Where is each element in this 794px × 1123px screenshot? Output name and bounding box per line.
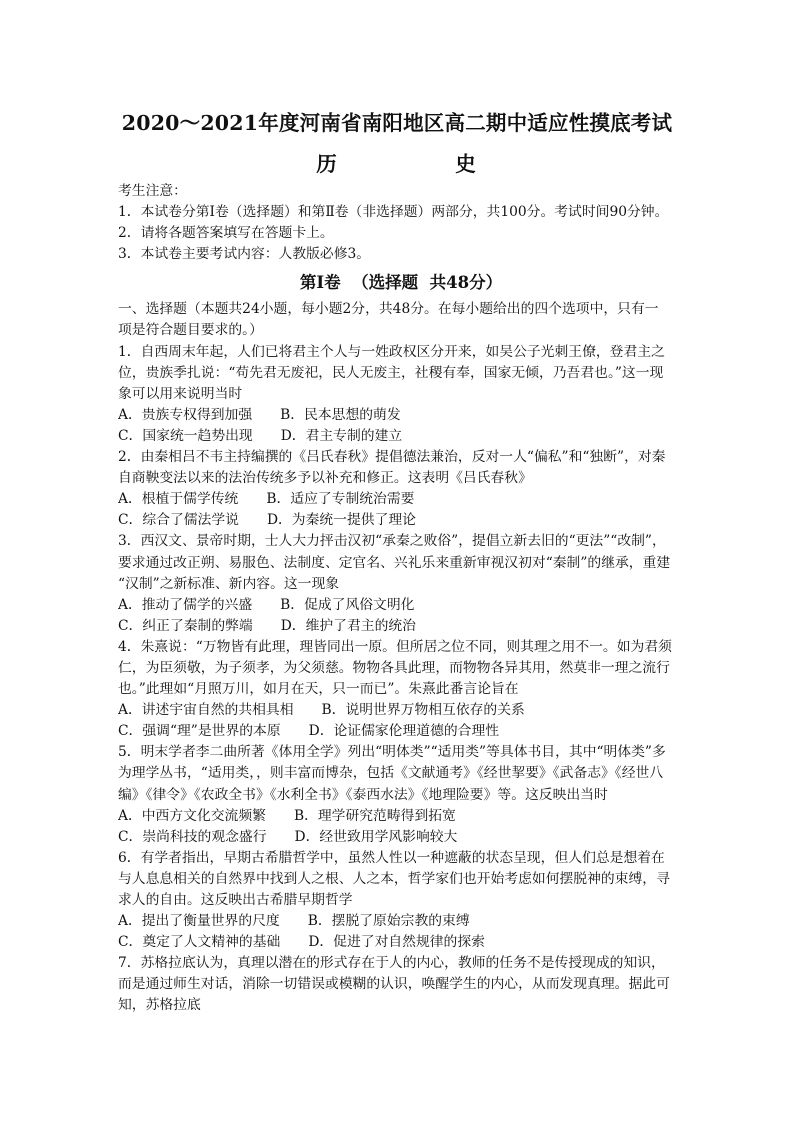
question-stem: “汉制”之新标准、新内容。这一现象 (118, 575, 340, 592)
option-c: C．综合了儒法学说 (118, 512, 239, 529)
subject-title: 历 史 (316, 152, 478, 176)
option-a: A．根植于儒学传统 (118, 491, 239, 508)
option-a: A．贵族专权得到加强 (118, 406, 253, 423)
notice-item: 3．本试卷主要考试内容：人教版必修3。 (118, 246, 371, 263)
option-b: B．理学研究范畴得到拓宽 (293, 807, 456, 824)
option-c: C．崇尚科技的观念盛行 (118, 828, 267, 845)
question-stem: 求人的自由。这反映出古希腊早期哲学 (118, 892, 353, 908)
question-3 (118, 531, 684, 636)
option-a: A．提出了衡量世界的尺度 (118, 913, 280, 930)
option-b: B．摆脱了原始宗教的束缚 (307, 913, 470, 930)
option-d: D．君主专制的建立 (280, 427, 403, 444)
question-4 (118, 637, 684, 742)
question-stem: 2．由秦相吕不韦主持编撰的《吕氏春秋》提倡德法兼治，反对一人“偏私”和“独断”，对秦 (118, 449, 666, 466)
question-stem: 4．朱熹说：“万物皆有此理，理皆同出一原。但所居之位不同，则其理之用不一。如为君须 (118, 638, 672, 655)
notice-item: 2．请将各题答案填写在答题卡上。 (118, 225, 334, 242)
question-stem: 5．明末学者李二曲所著《体用全学》列出“明体类”“适用类”等具体书目，其中“明体类”多 (118, 744, 666, 761)
option-d: D．促进了对自然规律的探索 (308, 934, 485, 951)
exam-title: 2020～2021年度河南省南阳地区高二期中适应性摸底考试 (121, 111, 673, 135)
option-a: A．中西方文化交流频繁 (118, 807, 266, 824)
question-stem: 也。”此理如“月照万川，如月在天，只一而已”。朱熹此番言论旨在 (118, 681, 519, 698)
section-intro: 项是符合题目要求的。） (118, 322, 263, 339)
question-2 (118, 447, 684, 531)
option-c: C．国家统一趋势出现 (118, 427, 253, 444)
question-stem: 编》《律令》《农政全书》《水利全书》《泰西水法》《地理险要》等。这反映出当时 (118, 786, 608, 803)
notice-item: 1．本试卷分第Ⅰ卷（选择题）和第Ⅱ卷（非选择题）两部分，共100分。考试时间90分钟。 (118, 204, 669, 221)
option-d: D．经世致用学风影响较大 (294, 828, 458, 845)
question-stem: 仁，为臣须敬，为子须孝，为父须慈。物物各具此理，而物物各异其用，然莫非一理之流行 (118, 659, 670, 676)
question-stem: 知，苏格拉底 (118, 997, 201, 1014)
question-stem: 6．有学者指出，早期古希腊哲学中，虽然人性以一种遮蔽的状态呈现，但人们总是想着在 (118, 849, 665, 866)
option-d: D．论证儒家伦理道德的合理性 (308, 723, 500, 740)
option-d: D．维护了君主的统治 (280, 617, 416, 634)
option-b: B．促成了风俗文明化 (280, 596, 415, 613)
question-6 (118, 848, 684, 953)
option-a: A．讲述宇宙自然的共相具相 (118, 702, 294, 719)
question-stem: 3．西汉文、景帝时期，士人大力抨击汉初“承秦之败俗”，提倡立新去旧的“更法”“改制”， (118, 533, 666, 550)
question-stem: 7．苏格拉底认为，真理以潜在的形式存在于人的内心，教师的任务不是传授现成的知识， (118, 955, 665, 972)
question-stem: 位，贵族季扎说：“苟先君无废祀，民人无废主，社稷有奉，国家无倾，乃吾君也。”这一现 (118, 364, 664, 381)
option-d: D．为秦统一提供了理论 (266, 512, 416, 529)
question-stem: 自商鞅变法以来的法治传统多予以补充和修正。这表明《吕氏春秋》 (118, 470, 532, 487)
question-stem: 要求通过改正朔、易服色、法制度、定官名、兴礼乐来重新审视汉初对“秦制”的继承，重建 (118, 554, 671, 571)
option-b: B．适应了专制统治需要 (266, 491, 415, 508)
exam-content (118, 181, 684, 1017)
option-c: C．强调“理”是世界的本原 (118, 723, 281, 740)
option-c: C．奠定了人文精神的基础 (118, 934, 281, 951)
notice-heading: 考生注意： (118, 183, 187, 199)
question-stem: 象可以用来说明当时 (118, 385, 243, 402)
option-b: B．说明世界万物相互依存的关系 (321, 702, 525, 719)
question-stem: 1．自西周末年起，人们已将君主个人与一姓政权区分开来，如吴公子光刺王僚，登君主之 (118, 343, 665, 360)
question-7 (118, 953, 684, 1016)
question-stem: 而是通过师生对话，消除一切错误或模糊的认识，唤醒学生的内心，从而发现真理。据此可 (118, 976, 670, 993)
question-stem: 为理学丛书，“适用类，，则丰富而博杂，包括《文献通考》《经世挈要》《武备志》《经世八 (118, 765, 664, 782)
option-a: A．推动了儒学的兴盛 (118, 596, 253, 613)
option-c: C．纠正了秦制的弊端 (118, 617, 253, 634)
section-heading: 第Ⅰ卷 （选择题 共48分） (299, 273, 503, 293)
question-5 (118, 742, 684, 847)
section-intro: 一、选择题（本题共24小题，每小题2分，共48分。在每小题给出的四个选项中，只有一 (118, 301, 659, 318)
question-stem: 与人息息相关的自然界中找到人之根、人之本，哲学家们也开始考虑如何摆脱神的束缚，寻 (118, 870, 670, 887)
option-b: B．民本思想的萌发 (280, 406, 401, 423)
question-1 (118, 342, 684, 447)
